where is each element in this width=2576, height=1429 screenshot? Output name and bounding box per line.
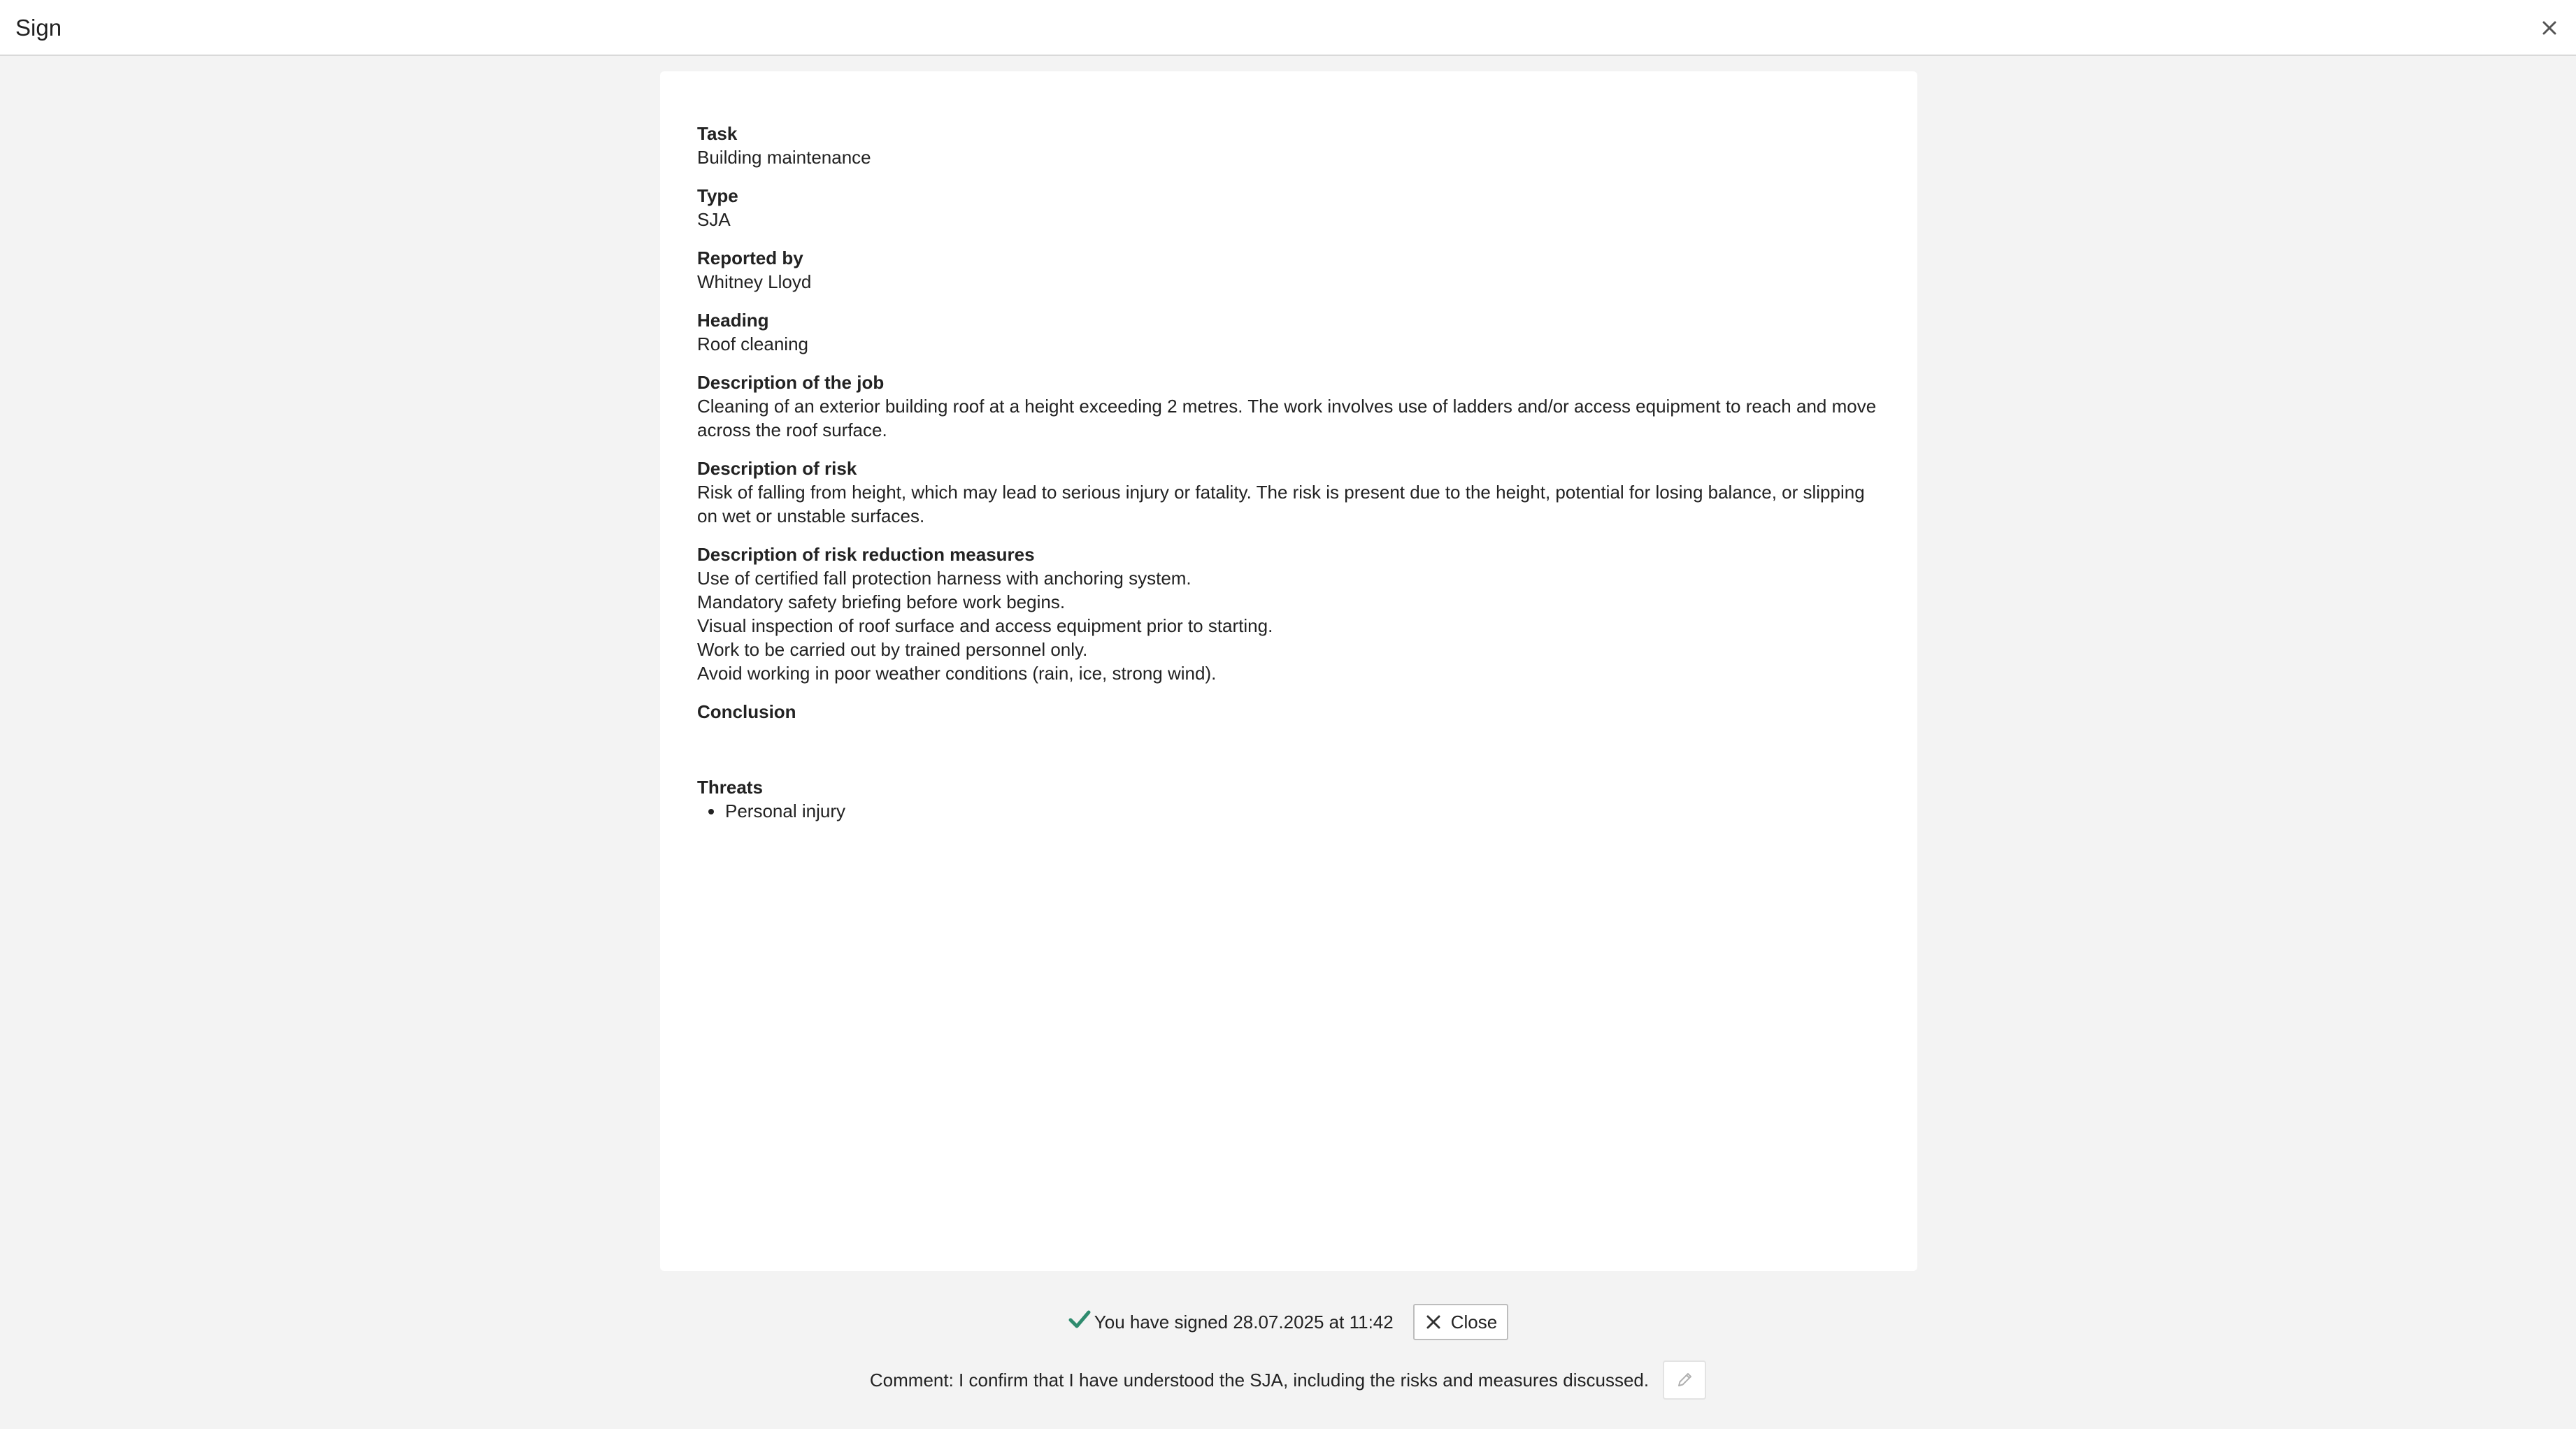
close-button[interactable] bbox=[1413, 1304, 1508, 1340]
conclusion-value bbox=[697, 724, 1880, 761]
close-button-label: Close bbox=[1450, 1311, 1498, 1333]
edit-comment-button[interactable] bbox=[1663, 1360, 1706, 1400]
pencil-icon bbox=[1675, 1370, 1694, 1390]
heading-section bbox=[697, 308, 1880, 356]
reported-by-label: Reported by bbox=[697, 247, 803, 268]
risk-description-section bbox=[697, 457, 1880, 528]
close-icon bbox=[1426, 1314, 1441, 1330]
signature-status-row bbox=[0, 1303, 2576, 1341]
signed-status-text: You have signed 28.07.2025 at 11:42 bbox=[1094, 1311, 1394, 1333]
conclusion-label: Conclusion bbox=[697, 701, 796, 722]
measures-label: Description of risk reduction measures bbox=[697, 544, 1035, 565]
checkmark-icon bbox=[1068, 1307, 1092, 1331]
reported-by-value: Whitney Lloyd bbox=[697, 271, 812, 292]
threat-item bbox=[697, 799, 1880, 823]
threats-label: Threats bbox=[697, 777, 763, 798]
threats-list bbox=[697, 799, 1880, 823]
type-value: SJA bbox=[697, 209, 731, 230]
comment-row bbox=[0, 1359, 2576, 1401]
heading-label: Heading bbox=[697, 310, 769, 331]
risk-description-value: Risk of falling from height, which may lead to serious injury or fatality. The risk is present due to the height, potential for losing balance, or slipping on wet or unstable surfaces. bbox=[697, 482, 1865, 526]
document-card bbox=[660, 71, 1917, 1271]
threat-label: Personal injury bbox=[725, 800, 845, 821]
dialog-header bbox=[0, 0, 2576, 56]
type-section bbox=[697, 184, 1880, 231]
comment-text: Comment: I confirm that I have understood the SJA, including the risks and measures discussed. bbox=[869, 1369, 1650, 1391]
risk-description-label: Description of risk bbox=[697, 458, 857, 479]
close-icon[interactable] bbox=[2535, 14, 2563, 42]
task-label: Task bbox=[697, 123, 738, 144]
bullet-icon bbox=[708, 809, 714, 814]
reported-by-section bbox=[697, 246, 1880, 294]
conclusion-section bbox=[697, 700, 1880, 761]
job-description-value: Cleaning of an exterior building roof at a height exceeding 2 metres. The work involves use of ladders and/or access equipment to reach and move across the roof surface. bbox=[697, 396, 1877, 440]
dialog-title: Sign bbox=[15, 15, 62, 41]
task-section bbox=[697, 122, 1880, 169]
measure-item: Use of certified fall protection harness with anchoring system. bbox=[697, 568, 1192, 589]
measures-section bbox=[697, 543, 1880, 685]
measure-item: Visual inspection of roof surface and access equipment prior to starting. bbox=[697, 615, 1273, 636]
measure-item: Avoid working in poor weather conditions (rain, ice, strong wind). bbox=[697, 663, 1217, 684]
job-description-section bbox=[697, 371, 1880, 442]
type-label: Type bbox=[697, 185, 738, 206]
measure-item: Work to be carried out by trained personnel only. bbox=[697, 639, 1088, 660]
threats-section bbox=[697, 775, 1880, 823]
task-value: Building maintenance bbox=[697, 147, 871, 168]
heading-value: Roof cleaning bbox=[697, 333, 808, 354]
measure-item: Mandatory safety briefing before work begins. bbox=[697, 591, 1066, 612]
job-description-label: Description of the job bbox=[697, 372, 885, 393]
